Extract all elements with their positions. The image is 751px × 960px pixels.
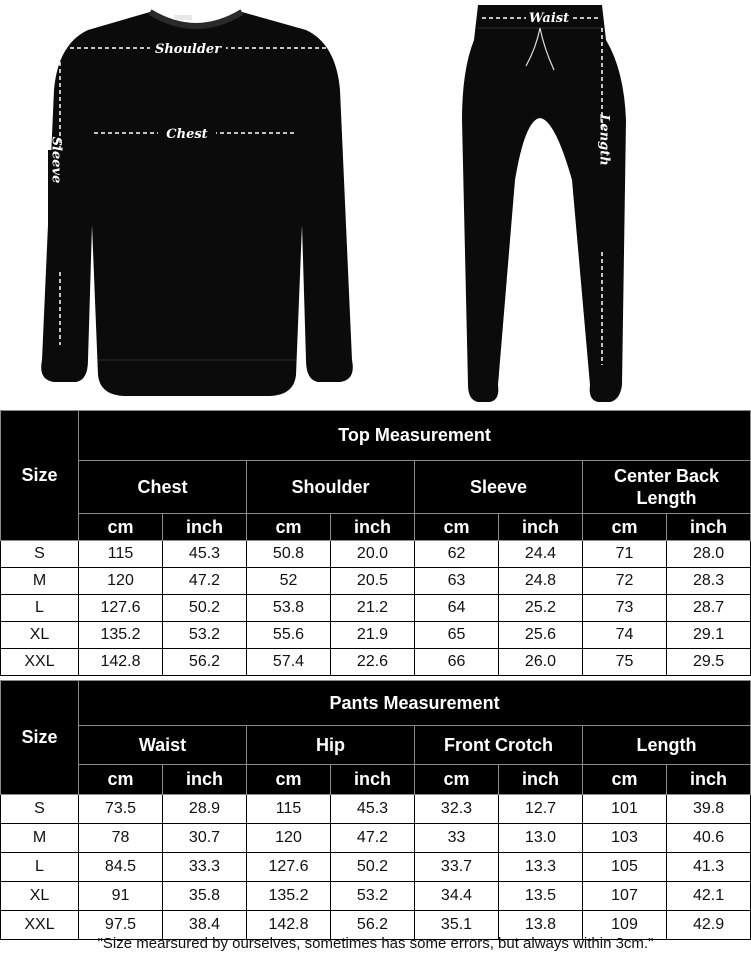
value-cell: 74 — [583, 622, 667, 649]
value-cell: 13.8 — [499, 911, 583, 940]
garment-illustration — [0, 0, 751, 410]
value-cell: 12.7 — [499, 795, 583, 824]
value-cell: 50.2 — [331, 853, 415, 882]
value-cell: 21.9 — [331, 622, 415, 649]
size-cell: S — [1, 795, 79, 824]
unit-cm: cm — [415, 514, 499, 541]
value-cell: 73 — [583, 595, 667, 622]
value-cell: 42.1 — [667, 882, 751, 911]
value-cell: 135.2 — [247, 882, 331, 911]
size-cell: XXL — [1, 649, 79, 676]
value-cell: 40.6 — [667, 824, 751, 853]
value-cell: 105 — [583, 853, 667, 882]
value-cell: 47.2 — [163, 568, 247, 595]
unit-cm: cm — [415, 765, 499, 795]
value-cell: 20.5 — [331, 568, 415, 595]
value-cell: 42.9 — [667, 911, 751, 940]
size-cell: XL — [1, 622, 79, 649]
sleeve-label-text: Sleeve — [48, 136, 64, 184]
size-cell: L — [1, 853, 79, 882]
value-cell: 21.2 — [331, 595, 415, 622]
value-cell: 32.3 — [415, 795, 499, 824]
unit-cm: cm — [247, 765, 331, 795]
table-row — [1, 795, 751, 824]
value-cell: 127.6 — [79, 595, 163, 622]
value-cell: 55.6 — [247, 622, 331, 649]
value-cell: 57.4 — [247, 649, 331, 676]
unit-inch: inch — [163, 765, 247, 795]
size-cell: XXL — [1, 911, 79, 940]
value-cell: 91 — [79, 882, 163, 911]
table-row — [1, 853, 751, 882]
value-cell: 103 — [583, 824, 667, 853]
top-table-body — [1, 541, 751, 676]
size-cell: M — [1, 824, 79, 853]
table-title: Top Measurement — [79, 411, 751, 461]
value-cell: 53.2 — [163, 622, 247, 649]
chest-label: Chest — [166, 127, 208, 142]
value-cell: 33.7 — [415, 853, 499, 882]
value-cell: 34.4 — [415, 882, 499, 911]
value-cell: 127.6 — [247, 853, 331, 882]
value-cell: 41.3 — [667, 853, 751, 882]
group-header-hip: Hip — [247, 726, 415, 765]
value-cell: 20.0 — [331, 541, 415, 568]
value-cell: 47.2 — [331, 824, 415, 853]
value-cell: 28.3 — [667, 568, 751, 595]
size-header: Size — [1, 681, 79, 795]
value-cell: 120 — [79, 568, 163, 595]
group-header-length: Length — [583, 726, 751, 765]
value-cell: 56.2 — [163, 649, 247, 676]
value-cell: 13.5 — [499, 882, 583, 911]
footnote: "Size mearsured by ourselves, sometimes has some errors, but always within 3cm." — [97, 935, 654, 952]
size-cell: XL — [1, 882, 79, 911]
unit-inch: inch — [331, 765, 415, 795]
value-cell: 35.8 — [163, 882, 247, 911]
top-measurement-table — [0, 410, 751, 676]
table-row — [1, 568, 751, 595]
unit-cm: cm — [79, 514, 163, 541]
value-cell: 13.0 — [499, 824, 583, 853]
group-header-shoulder: Shoulder — [247, 461, 415, 514]
value-cell: 29.5 — [667, 649, 751, 676]
value-cell: 135.2 — [79, 622, 163, 649]
value-cell: 109 — [583, 911, 667, 940]
value-cell: 25.2 — [499, 595, 583, 622]
value-cell: 73.5 — [79, 795, 163, 824]
unit-inch: inch — [331, 514, 415, 541]
value-cell: 33 — [415, 824, 499, 853]
value-cell: 66 — [415, 649, 499, 676]
unit-inch: inch — [667, 765, 751, 795]
value-cell: 38.4 — [163, 911, 247, 940]
unit-inch: inch — [163, 514, 247, 541]
value-cell: 39.8 — [667, 795, 751, 824]
value-cell: 50.2 — [163, 595, 247, 622]
value-cell: 101 — [583, 795, 667, 824]
value-cell: 35.1 — [415, 911, 499, 940]
value-cell: 63 — [415, 568, 499, 595]
pants-image — [462, 5, 626, 402]
value-cell: 13.3 — [499, 853, 583, 882]
value-cell: 62 — [415, 541, 499, 568]
table-row — [1, 541, 751, 568]
unit-inch: inch — [667, 514, 751, 541]
table-row — [1, 595, 751, 622]
group-header-chest: Chest — [79, 461, 247, 514]
size-cell: L — [1, 595, 79, 622]
value-cell: 71 — [583, 541, 667, 568]
unit-cm: cm — [247, 514, 331, 541]
size-cell: S — [1, 541, 79, 568]
table-row — [1, 882, 751, 911]
unit-inch: inch — [499, 765, 583, 795]
size-header: Size — [1, 411, 79, 541]
value-cell: 97.5 — [79, 911, 163, 940]
pants-measurement-table — [0, 680, 751, 940]
value-cell: 142.8 — [247, 911, 331, 940]
waist-label: Waist — [528, 11, 570, 26]
value-cell: 56.2 — [331, 911, 415, 940]
length-label — [597, 113, 612, 165]
value-cell: 65 — [415, 622, 499, 649]
value-cell: 28.7 — [667, 595, 751, 622]
value-cell: 26.0 — [499, 649, 583, 676]
value-cell: 45.3 — [163, 541, 247, 568]
value-cell: 52 — [247, 568, 331, 595]
value-cell: 53.2 — [331, 882, 415, 911]
group-header-center-back-length: Center Back Length — [583, 461, 751, 514]
value-cell: 24.4 — [499, 541, 583, 568]
size-cell: M — [1, 568, 79, 595]
value-cell: 30.7 — [163, 824, 247, 853]
group-header-front-crotch: Front Crotch — [415, 726, 583, 765]
group-header-waist: Waist — [79, 726, 247, 765]
value-cell: 72 — [583, 568, 667, 595]
pants-table-body — [1, 795, 751, 940]
unit-cm: cm — [583, 765, 667, 795]
unit-cm: cm — [79, 765, 163, 795]
table-row — [1, 622, 751, 649]
unit-cm: cm — [583, 514, 667, 541]
sleeve-label — [49, 137, 64, 184]
value-cell: 45.3 — [331, 795, 415, 824]
value-cell: 33.3 — [163, 853, 247, 882]
table-row — [1, 824, 751, 853]
value-cell: 78 — [79, 824, 163, 853]
value-cell: 64 — [415, 595, 499, 622]
value-cell: 120 — [247, 824, 331, 853]
value-cell: 142.8 — [79, 649, 163, 676]
group-header-sleeve: Sleeve — [415, 461, 583, 514]
length-label-text: Length — [596, 114, 612, 166]
value-cell: 115 — [247, 795, 331, 824]
value-cell: 24.8 — [499, 568, 583, 595]
value-cell: 53.8 — [247, 595, 331, 622]
value-cell: 29.1 — [667, 622, 751, 649]
value-cell: 107 — [583, 882, 667, 911]
unit-inch: inch — [499, 514, 583, 541]
shoulder-label: Shoulder — [154, 42, 222, 57]
table-row — [1, 649, 751, 676]
value-cell: 84.5 — [79, 853, 163, 882]
sweatshirt-image — [41, 12, 353, 396]
value-cell: 28.0 — [667, 541, 751, 568]
value-cell: 75 — [583, 649, 667, 676]
value-cell: 115 — [79, 541, 163, 568]
value-cell: 50.8 — [247, 541, 331, 568]
value-cell: 25.6 — [499, 622, 583, 649]
value-cell: 22.6 — [331, 649, 415, 676]
table-title: Pants Measurement — [79, 681, 751, 726]
value-cell: 28.9 — [163, 795, 247, 824]
